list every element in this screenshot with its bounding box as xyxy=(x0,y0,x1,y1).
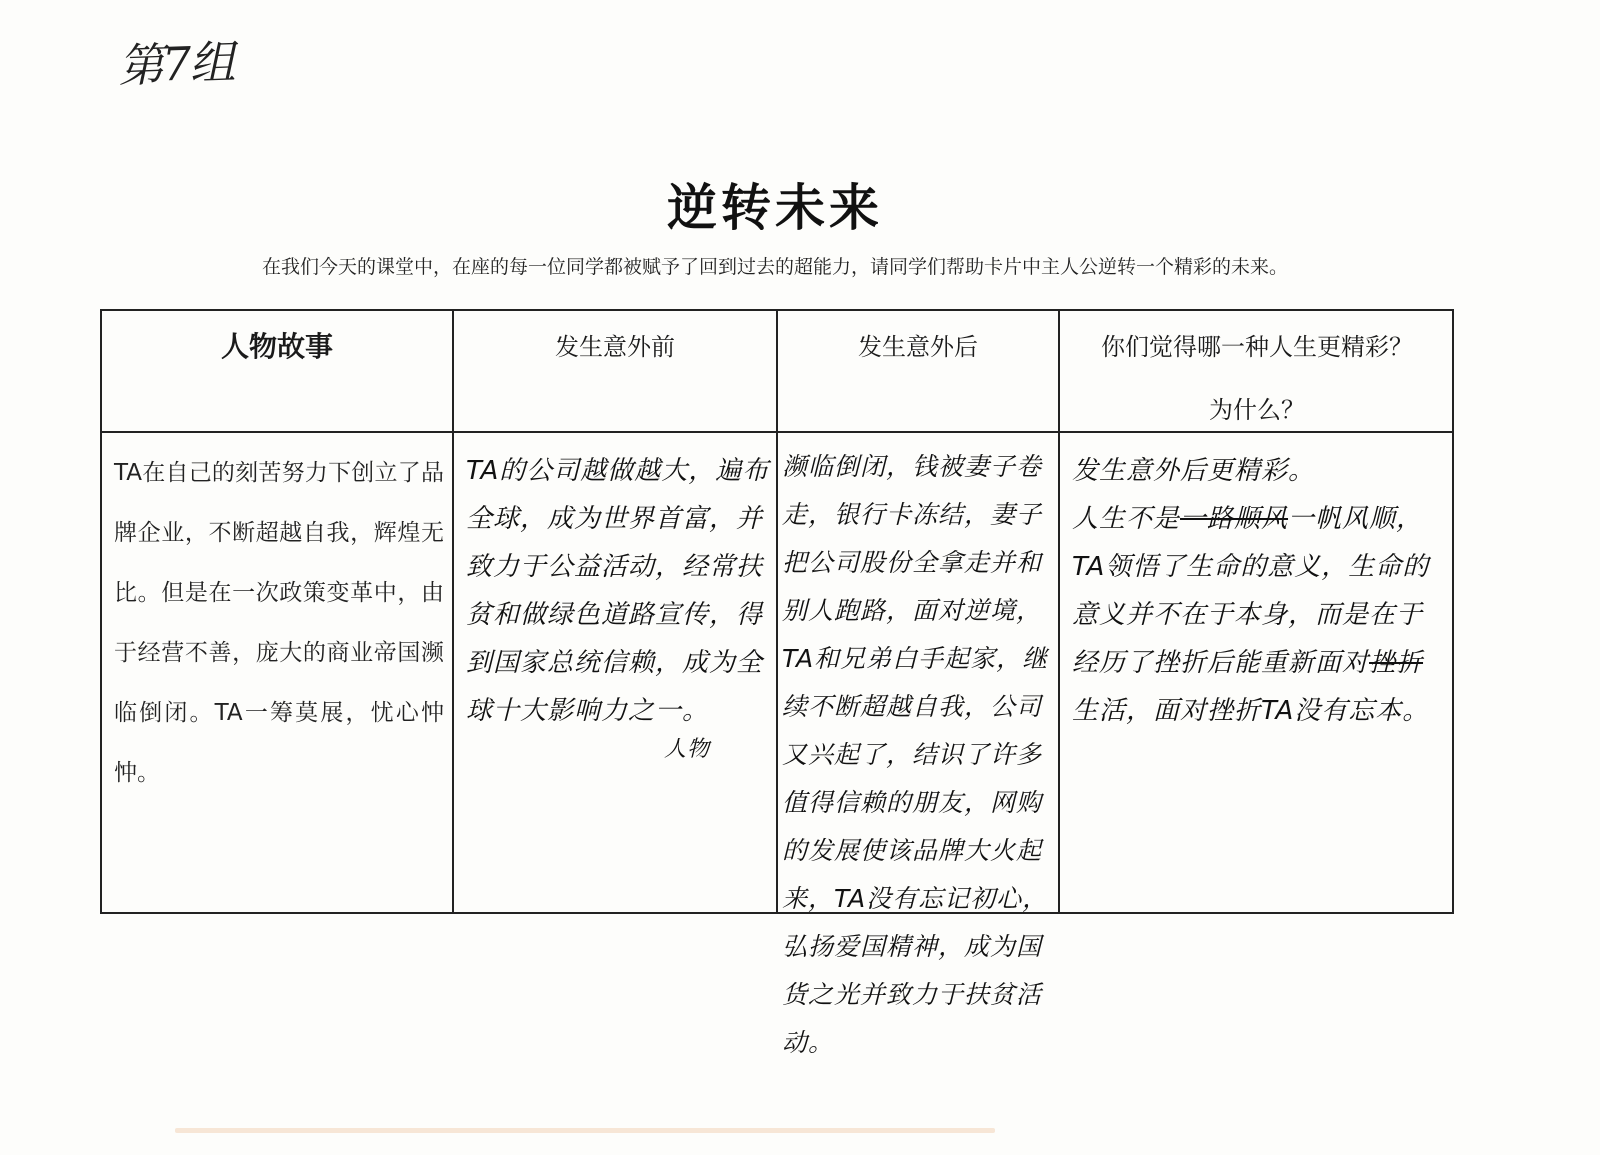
before-answer-text: TA的公司越做越大，遍布全球，成为世界首富，并致力于公益活动，经常扶贫和做绿色道路宣传，得到国家总统信赖，成为全球十大影响力之一。 xyxy=(466,456,770,726)
before-column xyxy=(452,311,776,912)
which-answer xyxy=(1060,433,1454,735)
which-column xyxy=(1058,311,1454,912)
after-answer: 濒临倒闭，钱被妻子卷走，银行卡冻结，妻子把公司股份全拿走并和别人跑路，面对逆境，TA和兄弟白手起家，继续不断超越自我，公司又兴起了，结识了许多值得信赖的朋友，网购的发展使该品牌大火起来，TA没有忘记初心，弘扬爱国精神，成为国货之光并致力于扶贫活动。 xyxy=(782,452,1049,1057)
which-answer-strike: 一路顺风 xyxy=(1180,504,1289,534)
which-answer-p2b: 一帆风顺，TA领悟了生命的意义，生命的意义并不在于本身，而是在于经历了挫折后能重新面对 xyxy=(1072,504,1430,678)
which-answer-p1: 发生意外后更精彩。 xyxy=(1072,456,1316,486)
before-answer xyxy=(454,433,776,765)
story-column xyxy=(102,311,452,912)
which-answer-p2c: 生活，面对挫折TA没有忘本。 xyxy=(1072,696,1430,726)
worksheet-table xyxy=(100,309,1454,1057)
before-header: 发生意外前 xyxy=(454,311,776,433)
after-column xyxy=(776,311,1058,1057)
instruction-text: 在我们今天的课堂中，在座的每一位同学都被赋予了回到过去的超能力，请同学们帮助卡片中主人公逆转一个精彩的未来。 xyxy=(261,256,1288,278)
which-answer-strike2: 挫折 xyxy=(1369,648,1424,678)
after-header: 发生意外后 xyxy=(778,311,1058,433)
which-header xyxy=(1060,311,1454,433)
which-header-line1: 你们觉得哪一种人生更精彩？ xyxy=(1101,333,1413,361)
group-label: 第7组 xyxy=(117,35,235,93)
paper-stain xyxy=(175,1128,995,1133)
which-answer-p2a: 人生不是 xyxy=(1072,504,1181,534)
page-title: 逆转未来 xyxy=(667,179,883,237)
story-text: TA在自己的刻苦努力下创立了品牌企业，不断超越自我，辉煌无比。但是在一次政策变革中，由于经营不善，庞大的商业帝国濒临倒闭。TA一筹莫展，忧心忡忡。 xyxy=(114,460,444,786)
before-answer-tail: 人物 xyxy=(663,737,710,762)
story-header: 人物故事 xyxy=(102,311,452,433)
which-header-line2: 为什么？ xyxy=(1209,396,1305,424)
